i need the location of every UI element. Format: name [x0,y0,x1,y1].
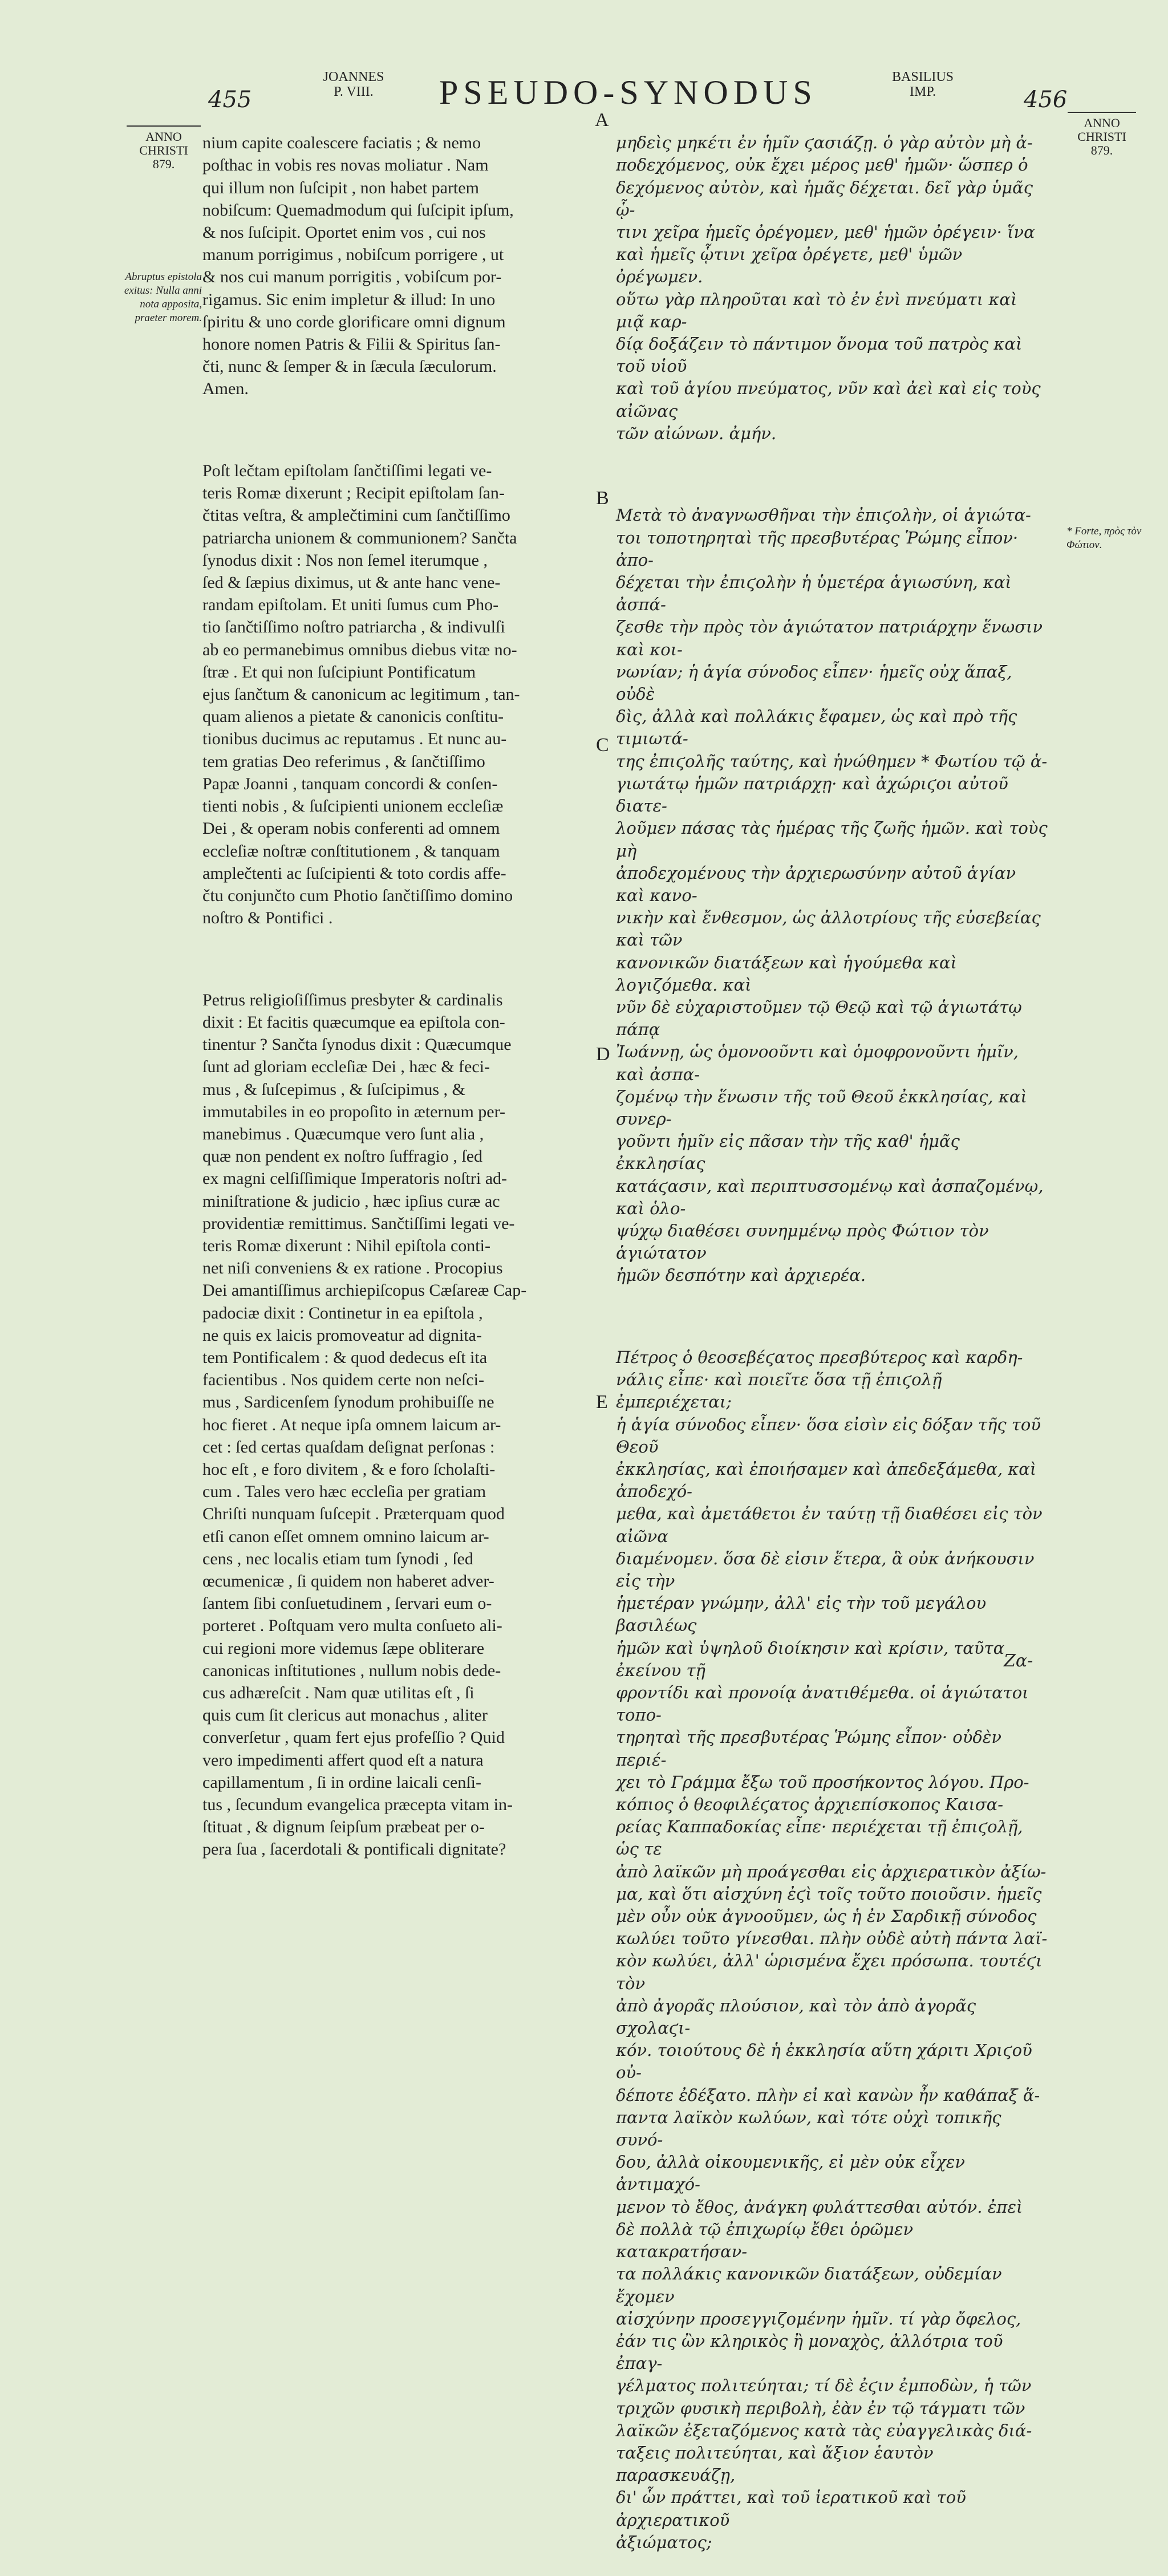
left-anno: ANNO [145,129,182,144]
right-anno: ANNO [1084,116,1120,130]
greek-paragraph-3: Πέτρος ὁ θεοσεβέϛατος πρεσβύτερος καὶ καρδη- νάλις εἶπε· καὶ ποιεῖτε ὅσα τῇ ἐπιϛολῇ ἐμπεριέχεται; ἡ ἁγία σύνοδος εἶπεν· ὅσα εἰσὶν εἰς δόξαν τῆς τοῦ Θεοῦ ἐκκλησίας, καὶ ἐποιήσαμεν καὶ ἀπεδεξάμεθα, καὶ ἀποδεχό- μεθα, καὶ ἀμετάθετοι ἐν ταύτῃ τῇ διαθέσει εἰς τὸν αἰῶνα διαμένομεν. ὅσα δὲ εἰσιν ἕτερα, ἃ οὐκ ἀνήκουσιν εἰς τὴν ἡμετέραν γνώμην, ἀλλ' εἰς τὴν τοῦ μεγάλου βασιλέως ἡμῶν καὶ ὑψηλοῦ διοίκησιν καὶ κρίσιν, ταῦτα ἐκείνου τῇ φροντίδι καὶ προνοίᾳ ἀνατιθέμεθα. οἱ ἁγιώτατοι τοπο- τηρηταὶ τῆς πρεσβυτέρας Ῥώμης εἶπον· οὐδὲν περιέ- χει τὸ Γράμμα ἔξω τοῦ προσήκοντος λόγου. Προ- κόπιος ὁ θεοφιλέϛατος ἀρχιεπίσκοπος Καισα- ρείας Καππαδοκίας εἶπε· περιέχεται τῇ ἐπιϛολῇ, ὡς τε ἀπὸ λαϊκῶν μὴ προάγεσθαι εἰς ἀρχιερατικὸν ἀξίω- μα, καὶ ὅτι αἰσχύνη ἐϛὶ τοῖς τοῦτο ποιοῦσιν. ἡμεῖς μὲν οὖν οὐκ ἀγνοοῦμεν, ὡς ἡ ἐν Σαρδικῇ σύνοδος κωλύει τοῦτο γίνεσθαι. πλὴν οὐδὲ αὐτὴ πάντα λαϊ- κὸν κωλύει, ἀλλ' ὡρισμένα ἔχει πρόσωπα. τουτέϛι τὸν ἀπὸ ἀγορᾶς πλούσιον, καὶ τὸν ἀπὸ ἀγορᾶς σχολαϛι- κόν. τοιούτους δὲ ἡ ἐκκλησία αὕτη χάριτι Χριϛοῦ οὐ- δέποτε ἐδέξατο. πλὴν εἰ καὶ κανὼν ἦν καθάπαξ ἅ- παντα λαϊκὸν κωλύων, καὶ τότε οὐχὶ τοπικῆς συνό- δου, ἀλλὰ οἰκουμενικῆς, εἰ μὲν οὐκ εἶχεν ἀντιμαχό- μενον τὸ ἔθος, ἀνάγκη φυλάττεσθαι αὐτόν. ἐπεὶ δὲ πολλὰ τῷ ἐπιχωρίῳ ἔθει ὁρῶμεν κατακρατήσαν- τα πολλάκις κανονικῶν διατάξεων, οὐδεμίαν ἔχομεν αἰσχύνην προσεγγιζομένην ἡμῖν. τί γὰρ ὄφελος, ἐάν τις ὢν κληρικὸς ἢ μοναχὸς, ἀλλότρια τοῦ ἐπαγ- γέλματος πολιτεύηται; τί δὲ ἐϛιν ἐμποδὼν, ἡ τῶν τριχῶν φυσικὴ περιβολὴ, ἐὰν ἐν τῷ τάγματι τῶν λαϊκῶν ἐξεταζόμενος κατὰ τὰς εὐαγγελικὰς διά- ταξεις πολιτεύηται, καὶ ἄξιον ἑαυτὸν παρασκευάζῃ, δι' ὧν πράττει, καὶ τοῦ ἱερατικοῦ καὶ τοῦ ἀρχιερατικοῦ ἀξιώματος; [616,1347,1048,2552]
right-year-annotation [1068,112,1136,157]
right-rule [1068,112,1136,113]
left-christi: CHRISTI [139,143,188,157]
right-runner-line1: BASILIUS [891,70,954,84]
section-marker-c: C [596,735,609,756]
right-year: 879. [1090,143,1113,157]
greek-paragraph-2: Μετὰ τὸ ἀναγνωσθῆναι τὴν ἐπιϛολὴν, οἱ ἁγιώτα- τοι τοποτηρηταὶ τῆς πρεσβυτέρας Ῥώμης εἶπον· ἀπο- δέχεται τὴν ἐπιϛολὴν ἡ ὑμετέρα ἁγιωσύνη, καὶ ἀσπά- ζεσθε τὴν πρὸς τὸν ἁγιώτατον πατριάρχην ἕνωσιν καὶ κοι- νωνίαν; ἡ ἁγία σύνοδος εἶπεν· ἡμεῖς οὐχ ἅπαξ, οὐδὲ δὶς, ἀλλὰ καὶ πολλάκις ἔφαμεν, ὡς καὶ πρὸ τῆς τιμιωτά- της ἐπιϛολῆς ταύτης, καὶ ἡνώθημεν * Φωτίου τῷ ἁ- γιωτάτῳ ἡμῶν πατριάρχῃ· καὶ ἀχώριϛοι αὐτοῦ διατε- λοῦμεν πάσας τὰς ἡμέρας τῆς ζωῆς ἡμῶν. καὶ τοὺς μὴ ἀποδεχομένους τὴν ἀρχιερωσύνην αὐτοῦ ἁγίαν καὶ κανο- νικὴν καὶ ἔνθεσμον, ὡς ἀλλοτρίους τῆς εὐσεβείας καὶ τῶν κανονικῶν διατάξεων καὶ ἡγούμεθα καὶ λογιζόμεθα. καὶ νῦν δὲ εὐχαριστοῦμεν τῷ Θεῷ καὶ τῷ ἁγιωτάτῳ πάπᾳ Ἰωάννῃ, ὡς ὁμονοοῦντι καὶ ὁμοφρονοῦντι ἡμῖν, καὶ ἀσπα- ζομένῳ τὴν ἕνωσιν τῆς τοῦ Θεοῦ ἐκκλησίας, καὶ συνερ- γοῦντι ἡμῖν εἰς πᾶσαν τὴν τῆς καθ' ἡμᾶς ἐκκλησίας κατάϛασιν, καὶ περιπτυσσομένῳ καὶ ἀσπαζομένῳ, καὶ ὁλο- ψύχῳ διαθέσει συνημμένῳ πρὸς Φώτιον τὸν ἁγιώτατον ἡμῶν δεσπότην καὶ ἀρχιερέα. [616,505,1048,1285]
right-christi: CHRISTI [1077,129,1126,144]
latin-paragraph-2: Poſt lečtam epiſtolam ſančtiſſimi legati ve- teris Romæ dixerunt ; Recipit epiſtolam ſan- čtitas veſtra, & amplečtimini cum ſančtiſſimo patriarcha unionem & communionem? Sančta ſynodus dixit : Nos non ſemel iterumque , ſed & ſæpius diximus, ut & ante hanc vene- randam epiſtolam. Et uniti ſumus cum Pho- tio ſančtiſſimo noſtro patriarcha , & indivulſi ab eo permanebimus omnibus diebus vitæ no- ſtræ . Et qui non ſuſcipiunt Pontificatum ejus ſančtum & canonicum ac legitimum , tan- quam alienos a pietate & canonicis conſtitu- tionibus ducimus ac reputamus . Et nunc au- tem gratias Deo referimus , & ſančtiſſimo Papæ Joanni , tanquam concordi & conſen- tienti nobis , & ſuſcipienti unionem eccleſiæ Dei , & operam nobis conferenti ad omnem eccleſiæ noſtræ conſtitutionem , & tanquam amplečtenti ac ſuſcipienti & toto cordis affe- čtu conjunčto cum Photio ſančtiſſimo domino noſtro & Pontifici . [202,461,520,928]
right-page-number: 456 [1024,87,1068,113]
section-marker-d: D [596,1044,610,1065]
latin-paragraph-3: Petrus religioſiſſimus presbyter & cardinalis dixit : Et facitis quæcumque ea epiſtola con- tinentur ? Sančta ſynodus dixit : Quæcumque ſunt ad gloriam eccleſiæ Dei , hæc & feci- mus , & ſuſcepimus , & ſuſcipimus , & immutabiles in eo propoſito in æternum per- manebimus . Quæcumque vero ſunt alia , quæ non pendent ex noſtro ſuffragio , ſed ex magni celſiſſimique Imperatoris noſtri ad- miniſtratione & judicio , hæc ipſius curæ ac providentiæ remittimus. Sančtiſſimi legati ve- teris Romæ dixerunt : Nihil epiſtola conti- net niſi conveniens & ex ratione . Procopius Dei amantiſſimus archiepiſcopus Cæſareæ Cap- padociæ dixit : Continetur in ea epiſtola , ne quis ex laicis promoveatur ad dignita- tem Pontificalem : & quod dedecus eſt ita facientibus . Nos quidem certe non neſci- mus , Sardicenſem ſynodum prohibuiſſe ne hoc fieret . At neque ipſa omnem laicum ar- cet : ſed certas quaſdam deſignat perſonas : hoc eſt , e foro divitem , & e foro ſcholaſti- cum . Tales vero hæc eccleſia per gratiam Chriſti nunquam ſuſcepit . Præterquam quod etſi canon eſſet omnem omnino laicum ar- cens , nec localis etiam tum ſynodi , ſed œcumenicæ , ſi quidem non haberet adver- ſantem ſibi conſuetudinem , ſervari eum o- porteret . Poſtquam vero multa conſueto ali- cui regioni more videmus ſæpe obliterare canonicas inſtitutiones , nullum nobis dede- cus adhæreſcit . Nam quæ utilitas eſt , ſi quis cum ſit clericus aut monachus , aliter converſetur , quam fert ejus profeſſio ? Quid vero impedimenti affert quod eſt a natura capillamentum , ſi in ordine laicali cenſi- tus , ſecundum evangelica præcepta vitam in- ſtituat , & dignum ſeipſum præbeat per o- pera ſua , ſacerdotali & pontificali dignitate? [202,990,527,1859]
latin-paragraph-1: nium capite coalescere faciatis ; & nemo poſthac in vobis res novas moliatur . Nam qui illum non ſuſcipit , non habet partem nobiſcum: Quemadmodum qui ſuſcipit ipſum, & nos ſuſcipit. Oportet enim vos , cui nos manum porrigimus , nobiſcum porrigere , ut & nos cui manum porrigitis , vobiſcum por- rigamus. Sic enim impletur & illud: In uno ſpiritu & uno corde glorificare omni dignum honore nomen Patris & Filii & Spiritus ſan- čti, nunc & ſemper & in ſæcula ſæculorum. Amen. [202,133,514,399]
section-marker-a: A [595,109,609,131]
left-year-annotation [127,125,201,171]
section-marker-e: E [596,1392,608,1413]
right-marginal-note: * Forte, πρὸς τὸν Φώτιον. [1066,525,1142,551]
greek-column [616,109,1049,2576]
catchword: Ζα- [1004,1651,1033,1671]
right-runner-line2: IMP. [909,84,936,99]
left-marginal-note: Abruptus epistola exitus: Nulla anni nota apposita, praeter morem. [124,271,202,324]
greek-paragraph-1: μηδεὶς μηκέτι ἐν ἡμῖν ϛασιάζῃ. ὁ γὰρ αὐτὸν μὴ ἀ- ποδεχόμενος, οὐκ ἔχει μέρος μεθ' ἡμῶν· ὥσπερ ὁ δεχόμενος αὐτὸν, καὶ ἡμᾶς δέχεται. δεῖ γὰρ ὑμᾶς ᾧ- τινι χεῖρα ἡμεῖς ὀρέγομεν, μεθ' ἡμῶν ὀρέγειν· ἵνα καὶ ἡμεῖς ᾧτινι χεῖρα ὀρέγετε, μεθ' ὑμῶν ὀρέγωμεν. οὕτω γὰρ πληροῦται καὶ τὸ ἐν ἑνὶ πνεύματι καὶ μιᾷ καρ- δίᾳ δοξάζειν τὸ πάντιμον ὄνομα τοῦ πατρὸς καὶ τοῦ υἱοῦ καὶ τοῦ ἁγίου πνεύματος, νῦν καὶ ἀεὶ καὶ εἰς τοὺς αἰῶνας τῶν αἰώνων. ἀμήν. [616,133,1041,443]
left-year: 879. [152,157,175,171]
left-runner-line2: P. VIII. [334,84,374,99]
section-marker-b: B [596,488,609,509]
page-title: PSEUDO-SYNODUS [439,74,817,111]
left-runner-line1: JOANNES [323,70,384,84]
left-running-head [314,70,394,99]
left-page-number: 455 [208,87,252,113]
left-rule [127,125,201,127]
right-running-head [883,70,963,99]
latin-column [202,109,590,1883]
